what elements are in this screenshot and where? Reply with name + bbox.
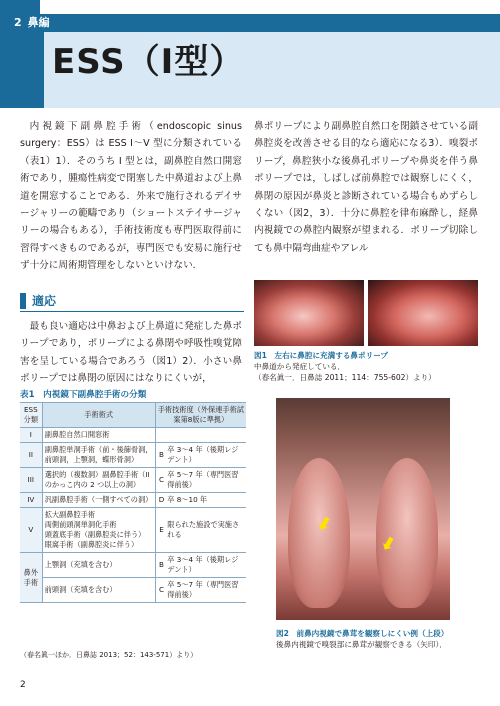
table-cell-procedure: 上顎洞（充填を含む） <box>42 553 155 578</box>
table-row <box>20 553 246 578</box>
page-number: 2 <box>20 680 26 690</box>
indication-paragraph: 最も良い適応は中鼻および上鼻道に発症した鼻ポリープであり，ポリープによる鼻閉や呼吸性嗅覚障害を呈している場合であろう（図1）2）．小さい鼻ポリープでは鼻閉の原因にはなりにくいが， <box>20 321 242 385</box>
figure2-caption <box>276 628 486 650</box>
table-header-row <box>20 403 246 428</box>
figure1-source: （春名眞一．日鼻誌 2011；114：755-602）より） <box>254 373 436 382</box>
table-cell-level: E <box>155 508 165 553</box>
chapter-title: 鼻編 <box>27 16 50 29</box>
classification-table <box>20 402 246 603</box>
arrow-icon: ⬇ <box>312 511 336 538</box>
table-row <box>20 578 246 603</box>
table-cell-level: B <box>155 553 165 578</box>
table-row <box>20 428 246 443</box>
figure2-endoscope-image <box>276 398 450 620</box>
table-cell-class: I <box>20 428 42 443</box>
table-cell-requirement: 卒 5～7 年（専門医習得前後） <box>165 578 246 603</box>
table-cell-procedure: 前頭洞（充填を含む） <box>42 578 155 603</box>
table-caption: 表1 内視鏡下副鼻腔手術の分類 <box>20 390 147 400</box>
figure2-title: 図2 前鼻内視鏡で鼻茸を観察しにくい例（上段） <box>276 629 449 638</box>
header-bar <box>40 14 500 32</box>
section-heading <box>20 292 244 312</box>
title-stripe <box>40 32 44 108</box>
table-cell-level: B <box>155 443 165 468</box>
table-cell-procedure: 副鼻腔単洞手術（前・後篩骨洞，前頭洞，上顎洞，蝶形骨洞） <box>42 443 155 468</box>
table-cell-level: C <box>155 468 165 493</box>
table-cell-procedure: 選択的（複数洞）副鼻腔手術（II のかっこ内の 2 つ以上の洞） <box>42 468 155 493</box>
table-header-procedure: 手術術式 <box>42 403 155 428</box>
table-cell-requirement: 卒 3～4 年（後期レジデント） <box>165 443 246 468</box>
section-marker <box>20 293 26 309</box>
table-cell-class: II <box>20 443 42 468</box>
figure2-description: 後鼻内視鏡で嗅裂部に鼻茸が観察できる（矢印）． <box>276 640 447 649</box>
figure1-right-endoscope-image <box>368 280 478 346</box>
table-cell-requirement: 卒 5～7 年（専門医習得前後） <box>165 468 246 493</box>
table-cell-procedure: 汎副鼻腔手術（一側すべての洞） <box>42 493 155 508</box>
figure1-title: 図1 左右に鼻腔に充満する鼻ポリープ <box>254 351 388 360</box>
figure1-description: 中鼻道から発症している． <box>254 362 346 371</box>
table-cell-class: V <box>20 508 42 553</box>
table-cell-requirement: 卒 8～10 年 <box>165 493 246 508</box>
figure1-caption <box>254 350 478 383</box>
table-cell-level: C <box>155 578 165 603</box>
table-cell-level <box>155 428 165 443</box>
arrow-icon: ⬇ <box>376 531 400 558</box>
chapter-number: 2 <box>14 16 22 29</box>
table-row <box>20 443 246 468</box>
table-header-class: ESS 分類 <box>20 403 42 428</box>
table-cell-class: 鼻外手術 <box>20 553 42 603</box>
table-row <box>20 508 246 553</box>
table-header-requirement: 手術技術度（外保連手術試案第8版に準拠） <box>155 403 246 428</box>
page-title: ESS（I型） <box>52 42 245 82</box>
table-cell-requirement: 限られた施設で実施される <box>165 508 246 553</box>
right-column-paragraph: 鼻ポリープにより副鼻腔自然口を閉鎖させている副鼻腔炎を改善させる目的なら適応になる3）．嗅裂ポリープ，鼻腔狭小な後鼻孔ポリープや鼻炎を伴う鼻ポリープでは，しばしば前鼻腔では観察しにくく，鼻閉の原因が鼻炎と診断されている場合もめずらしくない（図2，3）．十分に鼻腔を律布麻酔し，経鼻内視鏡での鼻腔内観察が望まれる．ポリープ切除しても鼻中隔弯曲症やアレル <box>254 121 478 254</box>
table-cell-procedure: 副鼻腔自然口開窓術 <box>42 428 155 443</box>
section-heading-text: 適応 <box>32 294 57 308</box>
figure1-left-endoscope-image <box>254 280 364 346</box>
table-source: （春名眞一ほか．日鼻誌 2013；52：143-571）より） <box>20 651 198 659</box>
table-cell-requirement <box>165 428 246 443</box>
table-cell-requirement: 卒 3～4 年（後期レジデント） <box>165 553 246 578</box>
table-cell-class: III <box>20 468 42 493</box>
table-cell-level: D <box>155 493 165 508</box>
intro-paragraph: 内視鏡下副鼻腔手術（endoscopic sinus surgery：ESS）は ESS I～V 型に分類されている（表1）1）．そのうち I 型とは，副鼻腔自然口開窓術であり，腫瘍性病変で閉塞した中鼻道および上鼻道を開窓することである．外来で施行されるデイサージャリーの範疇であり（ショートステイサージャリーの場合もある），手術技術度も専門医取得前に習得すべきものであるが，専門医でも安易に施行せず十分に周術期管理をしないといけない． <box>20 121 242 272</box>
chapter-tab <box>14 14 50 32</box>
table-row <box>20 468 246 493</box>
table-row <box>20 493 246 508</box>
table-cell-class: IV <box>20 493 42 508</box>
table-cell-procedure: 拡大副鼻腔手術 両側前頭洞単洞化手術 頭蓋底手術（副鼻腔炎に伴う） 眼窩手術（副鼻腔炎に伴う） <box>42 508 155 553</box>
